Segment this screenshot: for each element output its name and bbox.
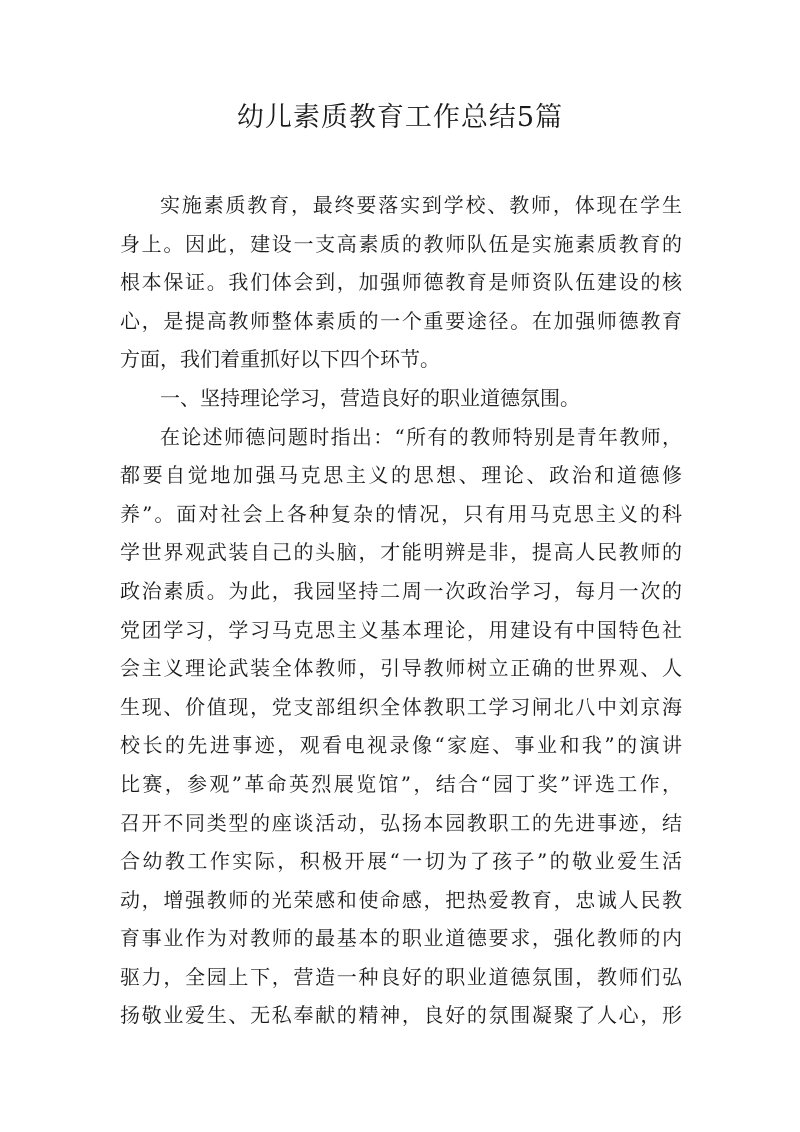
body-line: 学世界观武装自己的头脑，才能明辨是非，提高人民教师的 <box>120 540 682 565</box>
body-line: 动，增强教师的光荣感和使命感，把热爱教育，忠诚人民教 <box>120 887 682 912</box>
body-line: 都要自觉地加强马克思主义的思想、理论、政治和道德修 <box>120 463 682 488</box>
body-line: 方面，我们着重抓好以下四个环节。 <box>120 347 440 372</box>
body-line: 生现、价值现，党支部组织全体教职工学习闸北八中刘京海 <box>120 694 682 719</box>
body-line: 实施素质教育，最终要落实到学校、教师，体现在学生 <box>160 193 682 217</box>
body-line: 心，是提高教师整体素质的一个重要途径。在加强师德教育 <box>120 308 682 333</box>
body-line: 根本保证。我们体会到，加强师德教育是师资队伍建设的核 <box>120 270 682 295</box>
body-line: 在论述师德问题时指出：“所有的教师特别是青年教师， <box>160 424 682 449</box>
body-line: 驱力，全园上下，营造一种良好的职业道德氛围，教师们弘 <box>120 964 682 989</box>
body-line: 合幼教工作实际，积极开展“一切为了孩子”的敬业爱生活 <box>120 849 682 874</box>
body-line: 政治素质。为此，我园坚持二周一次政治学习，每月一次的 <box>120 578 682 603</box>
body-line: 召开不同类型的座谈活动，弘扬本园教职工的先进事迹，结 <box>120 810 682 835</box>
section-heading: 一、坚持理论学习，营造良好的职业道德氛围。 <box>160 385 580 410</box>
body-line: 党团学习，学习马克思主义基本理论，用建设有中国特色社 <box>120 617 682 642</box>
body-line: 育事业作为对教师的最基本的职业道德要求，强化教师的内 <box>120 926 682 951</box>
document-body <box>120 186 682 1035</box>
body-line: 校长的先进事迹，观看电视录像“家庭、事业和我”的演讲 <box>120 733 682 758</box>
body-line: 养”。面对社会上各种复杂的情况，只有用马克思主义的科 <box>120 501 682 526</box>
document-title: 幼儿素质教育工作总结5篇 <box>236 102 564 133</box>
body-line: 比赛，参观”革命英烈展览馆”，结合“园丁奖”评选工作， <box>120 771 682 796</box>
body-line: 会主义理论武装全体教师，引导教师树立正确的世界观、人 <box>120 656 682 681</box>
body-line: 身上。因此，建设一支高素质的教师队伍是实施素质教育的 <box>120 231 682 256</box>
body-line: 扬敬业爱生、无私奉献的精神，良好的氛围凝聚了人心，形 <box>120 1003 682 1028</box>
